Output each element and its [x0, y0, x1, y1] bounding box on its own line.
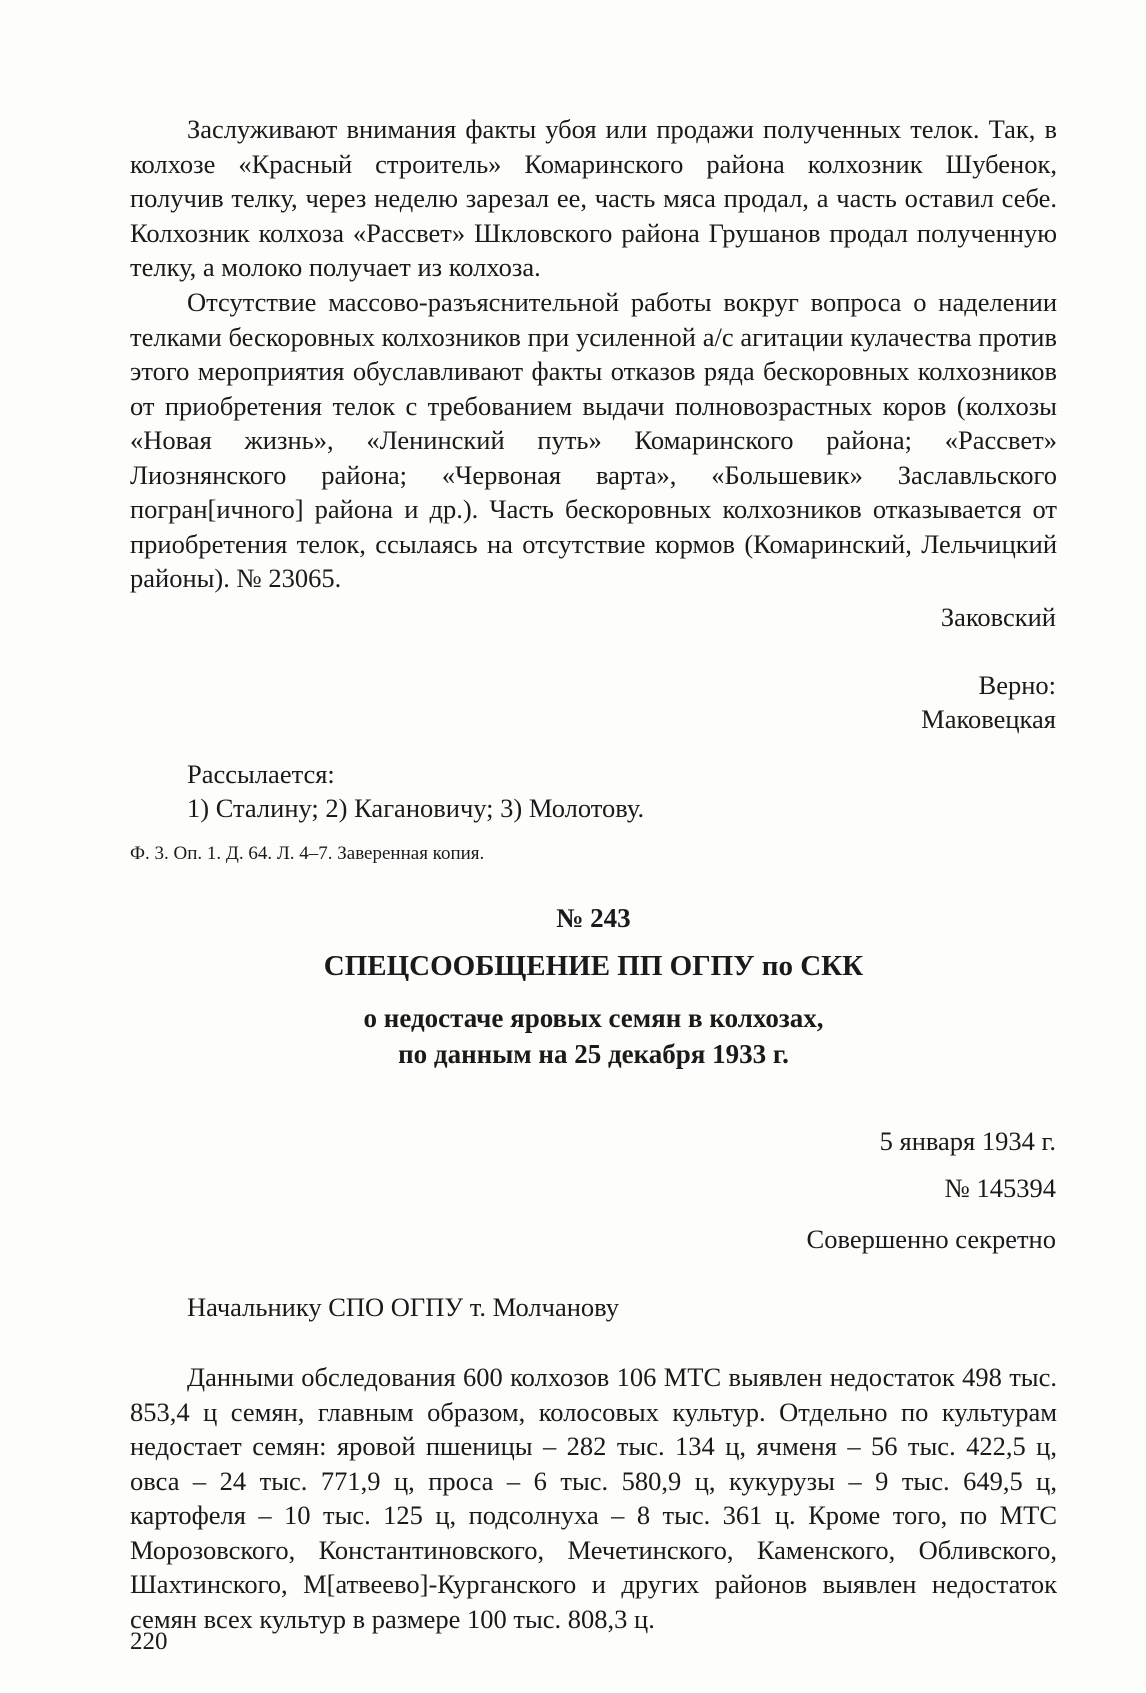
document-date: 5 января 1934 г. — [879, 1126, 1056, 1156]
document-number: № 243 — [556, 903, 631, 933]
document-subtitle-line-2: по данным на 25 декабря 1933 г. — [398, 1039, 789, 1069]
signer-name: Заковский — [940, 602, 1056, 632]
document-title: СПЕЦСООБЩЕНИЕ ПП ОГПУ по СКК — [323, 950, 864, 982]
document-body: Данными обследования 600 колхозов 106 МТС выявлен недостаток 498 тыс. 853,4 ц семян, главным образом, колосовых культур. Отдельно по культурам недостает семян: яровой пшеницы – 282 тыс. 134 ц, ячменя – 56 тыс. 422,5 ц, овса – 24 тыс. 771,9 ц, проса – 6 тыс. 580,9 ц, кукурузы – 9 тыс. 649,5 ц, картофеля – 10 тыс. 125 ц, подсолнуха – 8 тыс. 361 ц. Кроме того, по МТС Морозовского, Константиновского, Мечетинского, Каменского, Обливского, Шахтинского, М[атвеево]-Курганского и других районов выявлен недостаток семян всех культур в размере 100 тыс. 808,3 ц. — [130, 1362, 1057, 1634]
distribution-label: Рассылается: — [187, 759, 335, 789]
page-number: 220 — [130, 1628, 168, 1655]
registration-number: № 145394 — [944, 1173, 1056, 1203]
verifier-name: Маковецкая — [921, 704, 1056, 734]
addressee: Начальнику СПО ОГПУ т. Молчанову — [187, 1292, 620, 1322]
classification-mark: Совершенно секретно — [806, 1224, 1056, 1254]
paragraph-2: Отсутствие массово-разъяснительной работы вокруг вопроса о наделении телками бескоровных колхозников при усиленной а/с агитации кулачества против этого мероприятия обуславливают факты отказов ряда бескоровных колхозников от приобретения телок с требованием выдачи полновозрастных коров (колхозы «Новая жизнь», «Ленинский путь» Комаринского района; «Рассвет» Лиознянского района; «Червоная варта», «Большевик» Заславльского погран[ичного] района и др.). Часть бескоровных колхозников отказывается от приобретения телок, ссылаясь на отсутствие кормов (Комаринский, Лельчицкий районы). № 23065. — [130, 287, 1057, 593]
document-subtitle-line-1: о недостаче яровых семян в колхозах, — [363, 1003, 824, 1033]
distribution-list: 1) Сталину; 2) Кагановичу; 3) Молотову. — [187, 793, 645, 823]
paragraph-1: Заслуживают внимания факты убоя или продажи полученных телок. Так, в колхозе «Красный строитель» Комаринского района колхозник Шубенок, получив телку, через неделю зарезал ее, часть мяса продал, а часть оставил себе. Колхозник колхоза «Рассвет» Шкловского района Грушанов продал полученную телку, а молоко получает из колхоза. — [130, 114, 1057, 282]
archive-source: Ф. 3. Оп. 1. Д. 64. Л. 4–7. Заверенная копия. — [130, 843, 485, 864]
verified-label: Верно: — [978, 670, 1056, 700]
